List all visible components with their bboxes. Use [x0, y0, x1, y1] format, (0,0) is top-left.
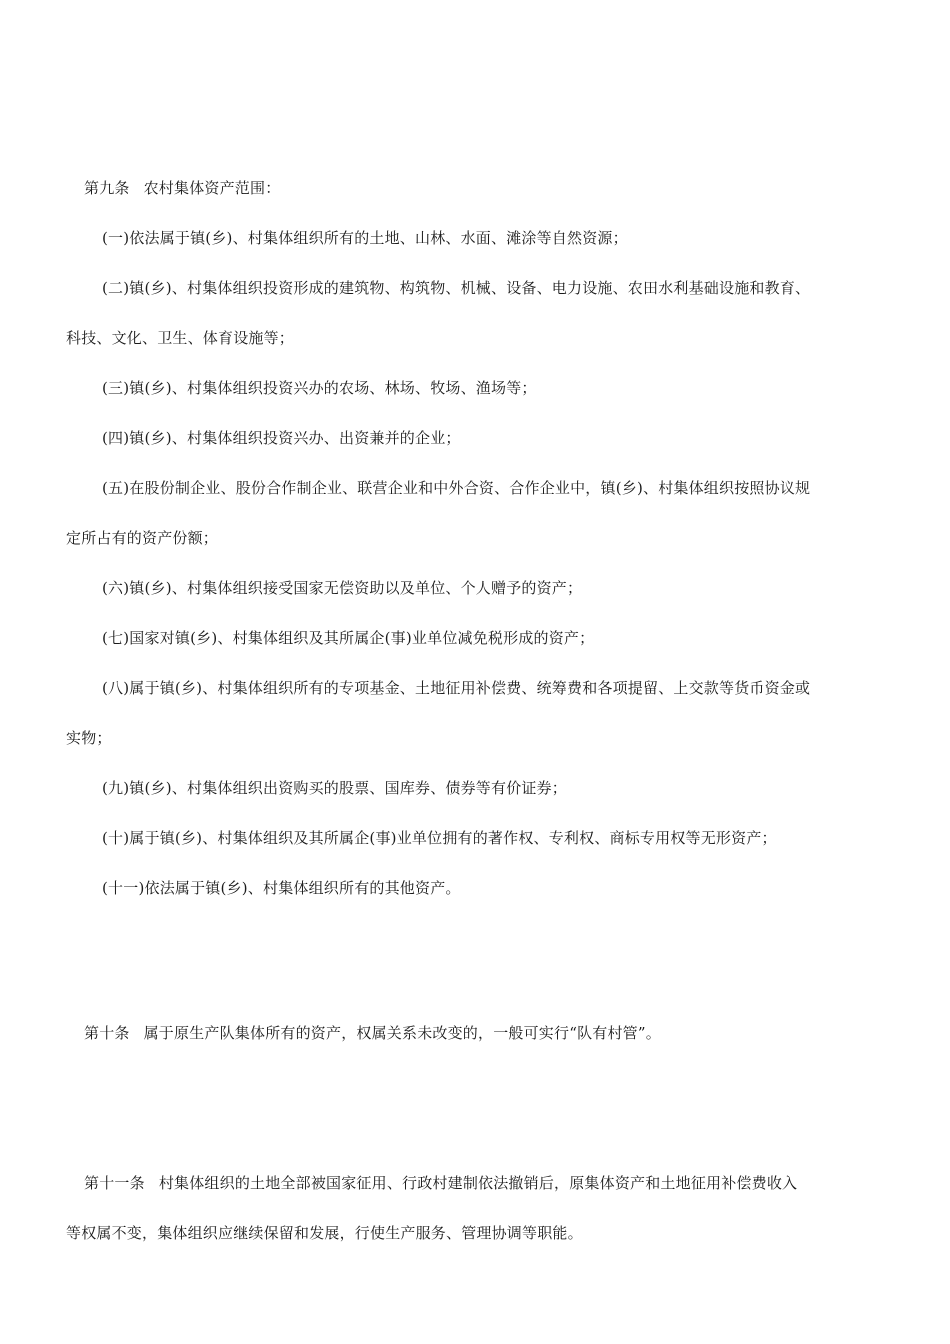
- article-9-item-10: (十)属于镇(乡)、村集体组织及其所属企(事)业单位拥有的著作权、专利权、商标专用权等无形资产；: [102, 829, 777, 847]
- article-11-line-1: [84, 1173, 904, 1193]
- article-11-line-2: 等权属不变，集体组织应继续保留和发展，行使生产服务、管理协调等职能。: [66, 1224, 583, 1242]
- article-9-number: 第九条: [84, 179, 130, 197]
- article-9-item-1: (一)依法属于镇(乡)、村集体组织所有的土地、山林、水面、滩涂等自然资源；: [102, 229, 628, 247]
- article-9-item-6: (六)镇(乡)、村集体组织接受国家无偿资助以及单位、个人赠予的资产；: [102, 579, 583, 597]
- article-9-item-4: (四)镇(乡)、村集体组织投资兴办、出资兼并的企业；: [102, 429, 461, 447]
- article-11-text-1: 村集体组织的土地全部被国家征用、行政村建制依法撤销后，原集体资产和土地征用补偿费收入: [158, 1174, 798, 1192]
- article-11-number: 第十一条: [84, 1174, 145, 1192]
- article-10-number: 第十条: [84, 1024, 130, 1042]
- article-9-item-2-cont: 科技、文化、卫生、体育设施等；: [66, 329, 295, 347]
- article-10-text: 属于原生产队集体所有的资产，权属关系未改变的，一般可实行“队有村管”。: [143, 1024, 661, 1042]
- article-9-item-8-cont: 实物；: [66, 729, 112, 747]
- article-9-item-2: (二)镇(乡)、村集体组织投资形成的建筑物、构筑物、机械、设备、电力设施、农田水利基础设施和教育、: [102, 279, 811, 297]
- article-9-item-8: (八)属于镇(乡)、村集体组织所有的专项基金、土地征用补偿费、统筹费和各项提留、上交款等货币资金或: [102, 679, 811, 697]
- article-9-heading: [84, 178, 904, 198]
- article-10: [84, 1023, 904, 1043]
- article-9-item-5-cont: 定所占有的资产份额；: [66, 529, 219, 547]
- article-9-item-11: (十一)依法属于镇(乡)、村集体组织所有的其他资产。: [102, 879, 461, 897]
- article-9-item-7: (七)国家对镇(乡)、村集体组织及其所属企(事)业单位减免税形成的资产；: [102, 629, 595, 647]
- article-9-item-9: (九)镇(乡)、村集体组织出资购买的股票、国库券、债券等有价证券；: [102, 779, 568, 797]
- article-9-item-3: (三)镇(乡)、村集体组织投资兴办的农场、林场、牧场、渔场等；: [102, 379, 537, 397]
- article-9-item-5: (五)在股份制企业、股份合作制企业、联营企业和中外合资、合作企业中，镇(乡)、村集体组织按照协议规: [102, 479, 811, 497]
- article-9-title: 农村集体资产范围：: [143, 179, 281, 197]
